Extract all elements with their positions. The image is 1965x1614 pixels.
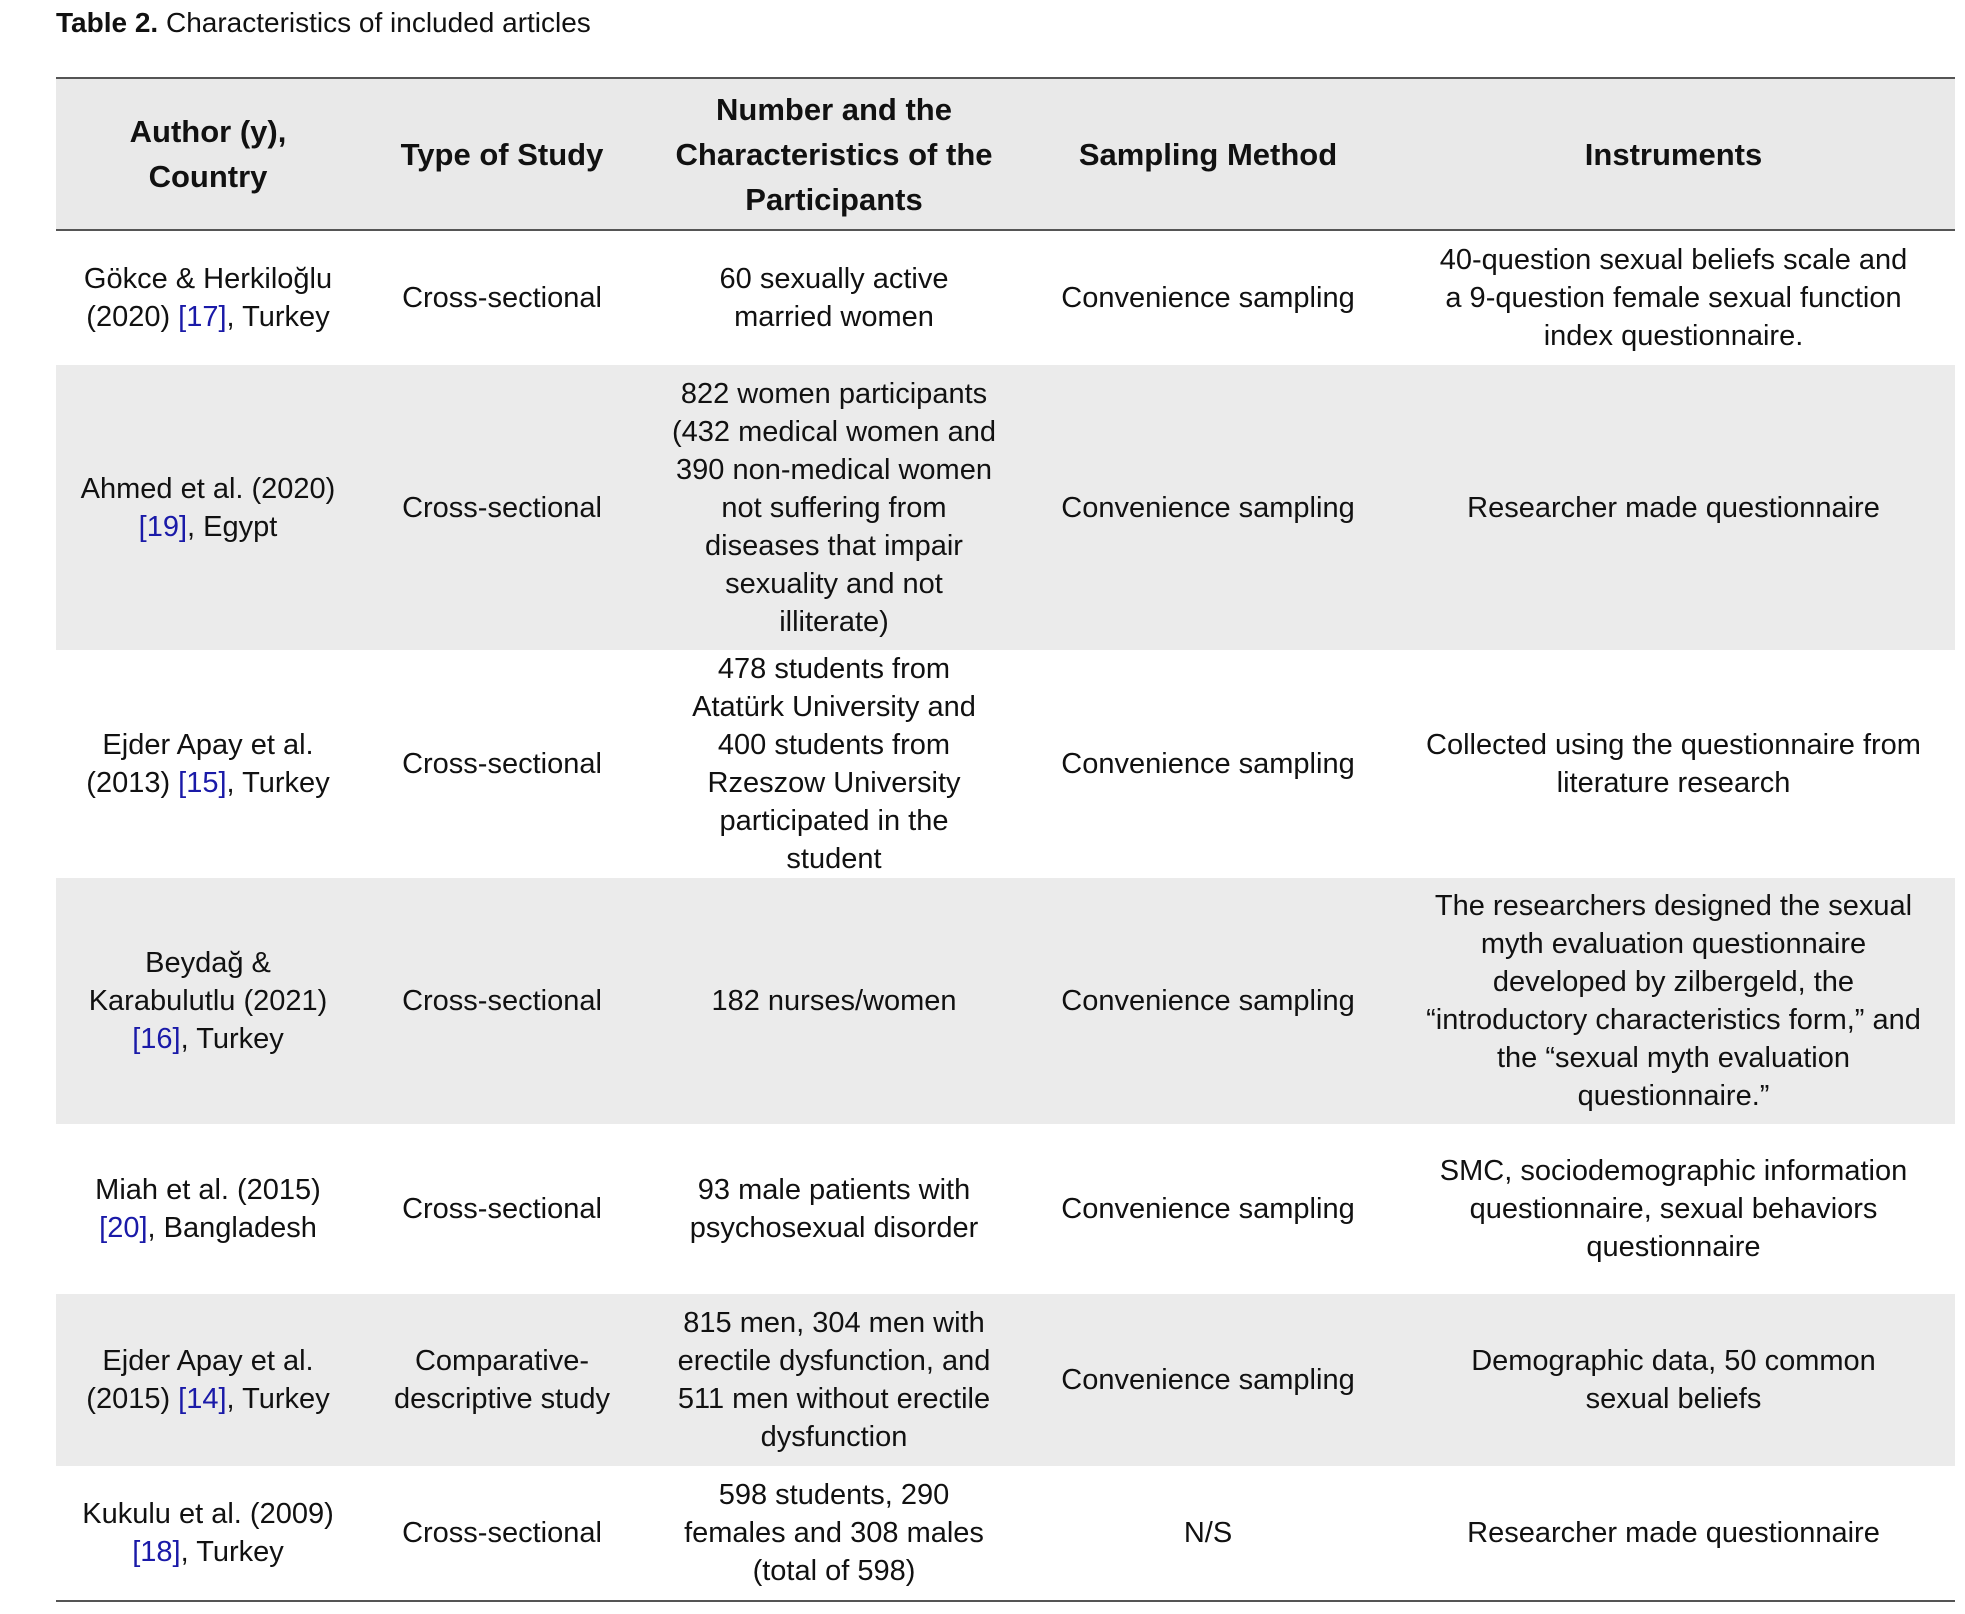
author-name: Miah et al. (2015) <box>95 1174 321 1206</box>
author-country: , Turkey <box>180 1023 284 1055</box>
cell-participants: 822 women participants (432 medical women and 390 non-medical women not suffering from diseases that impair sexuality and not illiterate) <box>671 377 996 638</box>
cell-type-of-study: Cross-sectional <box>360 1466 644 1601</box>
cell-type-of-study: Comparative-descriptive study <box>394 1345 610 1415</box>
table-row <box>56 650 1955 878</box>
author-country: , Turkey <box>180 1536 284 1568</box>
cell-participants: 815 men, 304 men with erectile dysfunction, and 511 men without erectile dysfunction <box>677 1307 991 1453</box>
table-row <box>56 230 1955 365</box>
table-row <box>56 1466 1955 1601</box>
cell-author <box>56 650 360 878</box>
author-name: Beydağ & Karabulutlu (2021) <box>88 947 328 1017</box>
cell-participants: 182 nurses/women <box>711 985 957 1017</box>
cell-type-of-study: Cross-sectional <box>402 1193 602 1225</box>
cell-participants: 598 students, 290 females and 308 males (total of 598) <box>644 1466 1024 1601</box>
reference-link[interactable]: [14] <box>178 1383 227 1415</box>
cell-author <box>56 878 360 1124</box>
author-name: Ejder Apay et al. (2015) <box>86 1345 314 1415</box>
cell-instruments: Researcher made questionnaire <box>1392 1466 1955 1601</box>
cell-type-of-study: Cross-sectional <box>402 282 602 314</box>
table-header-row <box>56 78 1955 230</box>
table-row <box>56 1124 1955 1294</box>
cell-participants: 93 male patients with psychosexual disorder <box>689 1174 979 1244</box>
header-instruments: Instruments <box>1392 78 1955 230</box>
characteristics-table <box>56 77 1955 1602</box>
cell-author <box>56 1124 360 1294</box>
cell-instruments: Collected using the questionnaire from literature research <box>1426 729 1921 799</box>
cell-sampling-method: Convenience sampling <box>1061 748 1355 780</box>
reference-link[interactable]: [15] <box>178 767 227 799</box>
author-country: , Turkey <box>226 301 330 333</box>
author-name: Gökce & Herkiloğlu (2020) <box>83 263 333 333</box>
reference-link[interactable]: [20] <box>99 1212 148 1244</box>
cell-instruments: Researcher made questionnaire <box>1467 491 1880 524</box>
author-country: , Turkey <box>226 1383 330 1415</box>
table-row <box>56 1294 1955 1466</box>
cell-sampling-method: Convenience sampling <box>1061 491 1355 524</box>
reference-link[interactable]: [18] <box>132 1536 181 1568</box>
header-type-of-study: Type of Study <box>360 78 644 230</box>
header-sampling-method: Sampling Method <box>1024 78 1392 230</box>
table-row <box>56 365 1955 650</box>
author-country: , Egypt <box>187 510 278 543</box>
author-name: Kukulu et al. (2009) <box>82 1498 334 1530</box>
author-name: Ejder Apay et al. (2013) <box>86 729 314 799</box>
cell-type-of-study: Cross-sectional <box>402 748 602 780</box>
header-participants: Number and the Characteristics of the Participants <box>644 78 1024 230</box>
reference-link[interactable]: [19] <box>138 510 188 543</box>
cell-sampling-method: Convenience sampling <box>1061 1364 1355 1396</box>
cell-sampling-method: Convenience sampling <box>1061 1193 1355 1225</box>
author-country: , Turkey <box>226 767 330 799</box>
author-country: , Bangladesh <box>147 1212 317 1244</box>
cell-author <box>56 1466 360 1601</box>
cell-instruments: The researchers designed the sexual myth evaluation questionnaire developed by zilbergeld, the “introductory characteristics form,” and the “sexual myth evaluation questionnaire.” <box>1426 890 1921 1112</box>
cell-instruments: SMC, sociodemographic information questionnaire, sexual behaviors questionnaire <box>1439 1155 1908 1263</box>
table-row <box>56 878 1955 1124</box>
cell-instruments: Demographic data, 50 common sexual beliefs <box>1471 1345 1876 1415</box>
cell-author <box>56 230 360 365</box>
cell-author <box>56 365 360 650</box>
reference-link[interactable]: [17] <box>178 301 227 333</box>
cell-type-of-study: Cross-sectional <box>402 985 602 1017</box>
cell-participants: 478 students from Atatürk University and 400 students from Rzeszow University participated in the student <box>692 653 976 875</box>
table-caption-text: Characteristics of included articles <box>165 7 591 38</box>
table-caption <box>56 4 591 42</box>
table-caption-label: Table 2. <box>56 7 159 38</box>
cell-author <box>56 1294 360 1466</box>
cell-participants: 60 sexually active married women <box>719 263 949 333</box>
cell-sampling-method: Convenience sampling <box>1061 282 1355 314</box>
header-author: Author (y), Country <box>56 78 360 230</box>
cell-sampling-method: N/S <box>1024 1466 1392 1601</box>
cell-sampling-method: Convenience sampling <box>1061 985 1355 1017</box>
cell-instruments: 40-question sexual beliefs scale and a 9-question female sexual function index questionnaire. <box>1439 244 1908 352</box>
reference-link[interactable]: [16] <box>132 1023 181 1055</box>
cell-type-of-study: Cross-sectional <box>402 491 602 524</box>
author-name: Ahmed et al. (2020) <box>80 472 336 505</box>
